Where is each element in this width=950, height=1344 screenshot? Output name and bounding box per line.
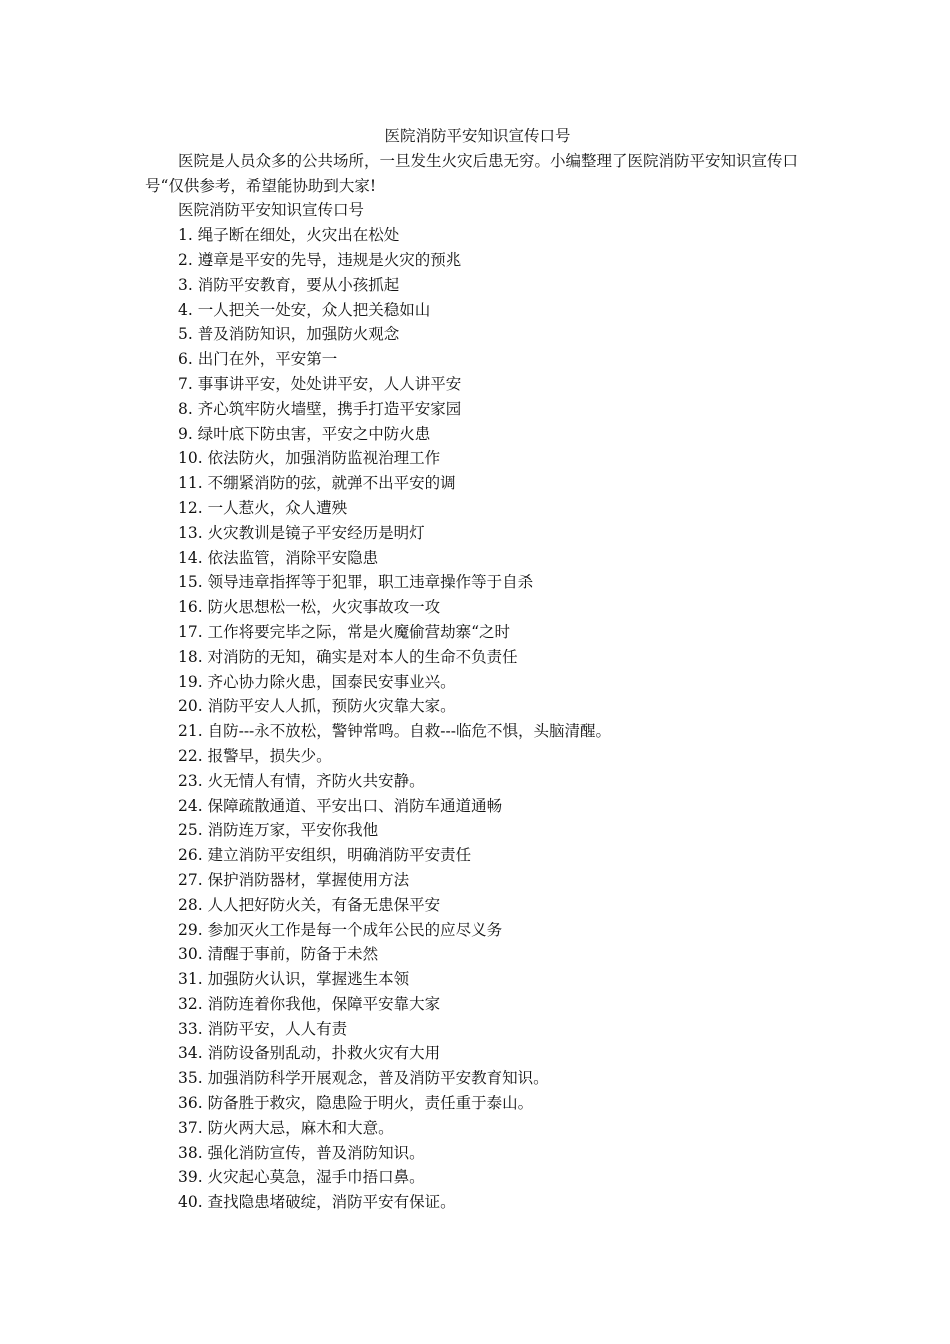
list-item: 22. 报警早，损失少。 [178,746,332,765]
slogan-list [145,223,810,1215]
list-item: 13. 火灾教训是镜子平安经历是明灯 [178,523,425,542]
list-item: 18. 对消防的无知，确实是对本人的生命不负责任 [178,647,518,666]
list-item: 21. 自防---永不放松，警钟常鸣。自救---临危不惧，头脑清醒。 [178,722,612,741]
list-item: 38. 强化消防宣传，普及消防知识。 [178,1143,425,1162]
list-item: 15. 领导违章指挥等于犯罪，职工违章操作等于自杀 [178,573,534,592]
list-item: 2. 遵章是平安的先导，违规是火灾的预兆 [178,250,462,269]
list-item: 29. 参加灭火工作是每一个成年公民的应尽义务 [178,920,503,939]
list-item: 7. 事事讲平安，处处讲平安，人人讲平安 [178,374,462,393]
list-item: 9. 绿叶底下防虫害，平安之中防火患 [178,424,431,443]
list-item: 11. 不绷紧消防的弦，就弹不出平安的调 [178,474,456,493]
list-item: 35. 加强消防科学开展观念，普及消防平安教育知识。 [178,1069,549,1088]
list-item: 3. 消防平安教育，要从小孩抓起 [178,275,400,294]
list-item: 39. 火灾起心莫急，湿手巾捂口鼻。 [178,1168,425,1187]
list-item: 34. 消防设备别乱动，扑救火灾有大用 [178,1044,441,1063]
list-item: 4. 一人把关一处安，众人把关稳如山 [178,300,431,319]
list-item: 33. 消防平安，人人有责 [178,1019,348,1038]
list-item: 8. 齐心筑牢防火墙壁，携手打造平安家园 [178,399,462,418]
document-body [145,124,810,1215]
list-item: 24. 保障疏散通道、平安出口、消防车通道通畅 [178,796,503,815]
list-item: 14. 依法监管，消除平安隐患 [178,548,379,567]
list-item: 17. 工作将要完毕之际，常是火魔偷营劫寨“之时 [178,622,511,641]
list-item: 31. 加强防火认识，掌握逃生本领 [178,970,410,989]
list-item: 37. 防火两大忌，麻木和大意。 [178,1118,394,1137]
list-item: 28. 人人把好防火关，有备无患保平安 [178,895,441,914]
list-item: 26. 建立消防平安组织，明确消防平安责任 [178,846,472,865]
list-item: 25. 消防连万家，平安你我他 [178,821,379,840]
list-item: 27. 保护消防器材，掌握使用方法 [178,870,410,889]
list-item: 6. 出门在外，平安第一 [178,350,338,369]
list-item: 36. 防备胜于救灾，隐患险于明火，责任重于泰山。 [178,1094,534,1113]
list-item: 1. 绳子断在细处，火灾出在松处 [178,226,400,245]
list-item: 12. 一人惹火，众人遭殃 [178,498,348,517]
intro-paragraph: 医院是人员众多的公共场所，一旦发生火灾后患无穷。小编整理了医院消防平安知识宣传口号“仅供参考，希望能协助到大家! [145,151,799,195]
list-item: 5. 普及消防知识，加强防火观念 [178,325,400,344]
list-item: 32. 消防连着你我他，保障平安靠大家 [178,994,441,1013]
list-item: 10. 依法防火，加强消防监视治理工作 [178,449,441,468]
list-item: 16. 防火思想松一松，火灾事故攻一攻 [178,598,441,617]
list-item: 20. 消防平安人人抓，预防火灾靠大家。 [178,697,456,716]
list-item: 19. 齐心协力除火患，国泰民安事业兴。 [178,672,456,691]
list-item: 23. 火无情人有情，齐防火共安静。 [178,771,425,790]
section-heading: 医院消防平安知识宣传口号 [178,201,365,220]
list-item: 40. 查找隐患堵破绽，消防平安有保证。 [178,1193,456,1212]
list-item: 30. 清醒于事前，防备于未然 [178,945,379,964]
document-title: 医院消防平安知识宣传口号 [384,127,571,145]
